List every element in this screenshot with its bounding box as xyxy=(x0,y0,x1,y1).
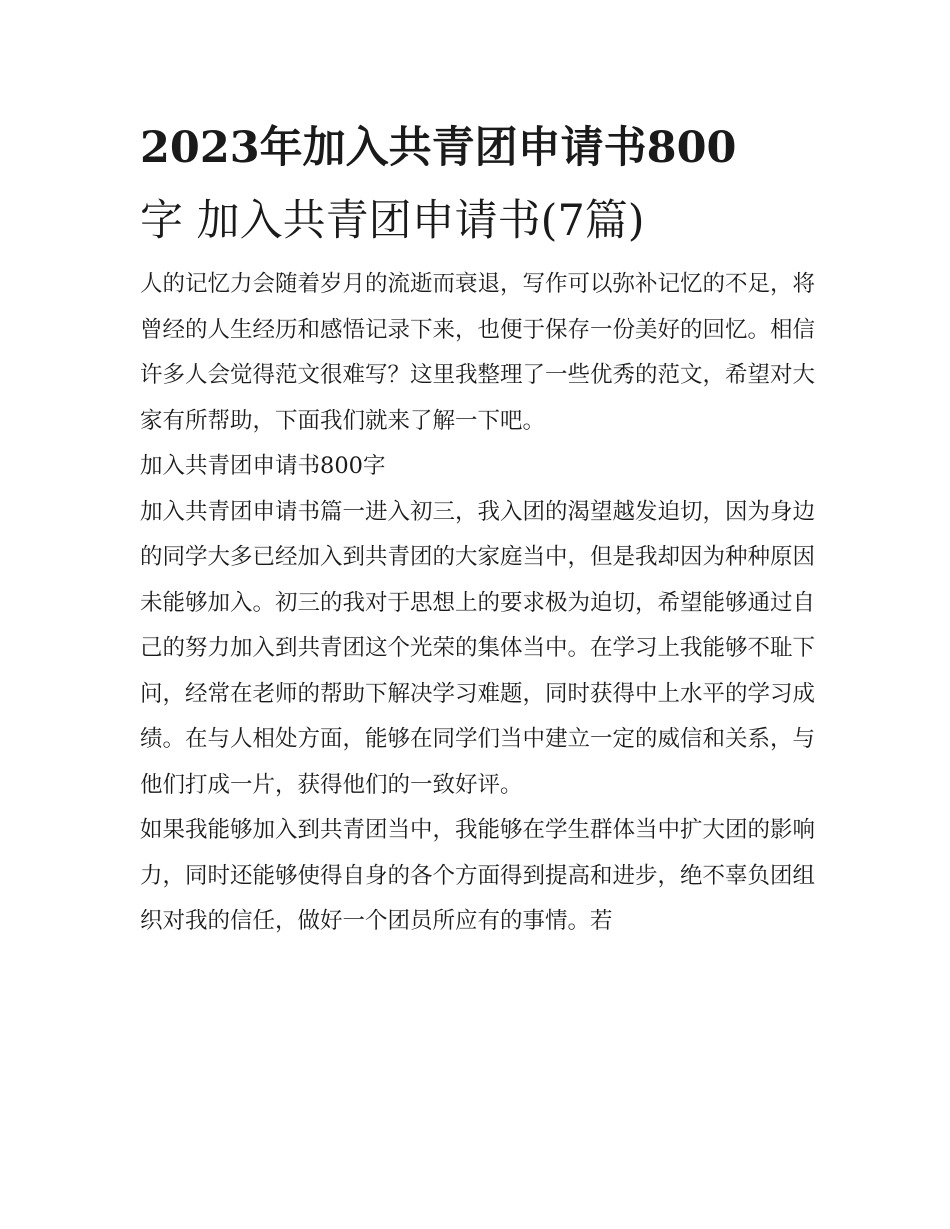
section-heading: 加入共青团申请书800字 xyxy=(140,453,386,479)
intro-paragraph: 人的记忆力会随着岁月的流逝而衰退，写作可以弥补记忆的不足，将曾经的人生经历和感悟记录下来，也便于保存一份美好的回忆。相信许多人会觉得范文很难写？这里我整理了一些优秀的范文，希望对大家有所帮助，下面我们就来了解一下吧。 xyxy=(140,271,816,434)
body-paragraph-1: 加入共青团申请书篇一进入初三，我入团的渴望越发迫切，因为身边的同学大多已经加入到共青团的大家庭当中，但是我却因为种种原因未能够加入。初三的我对于思想上的要求极为迫切，希望能够通过自己的努力加入到共青团这个光荣的集体当中。在学习上我能够不耻下问，经常在老师的帮助下解决学习难题，同时获得中上水平的学习成绩。在与人相处方面，能够在同学们当中建立一定的威信和关系，与他们打成一片，获得他们的一致好评。 xyxy=(140,498,816,798)
document-page xyxy=(140,112,815,945)
document-title xyxy=(140,112,815,258)
title-line-2: 字 加入共青团申请书(7篇) xyxy=(140,196,645,246)
body-paragraph-2: 如果我能够加入到共青团当中，我能够在学生群体当中扩大团的影响力，同时还能够使得自身的各个方面得到提高和进步，绝不辜负团组织对我的信任，做好一个团员所应有的事情。若 xyxy=(140,817,816,934)
title-line-1: 2023年加入共青团申请书800 xyxy=(140,123,737,173)
